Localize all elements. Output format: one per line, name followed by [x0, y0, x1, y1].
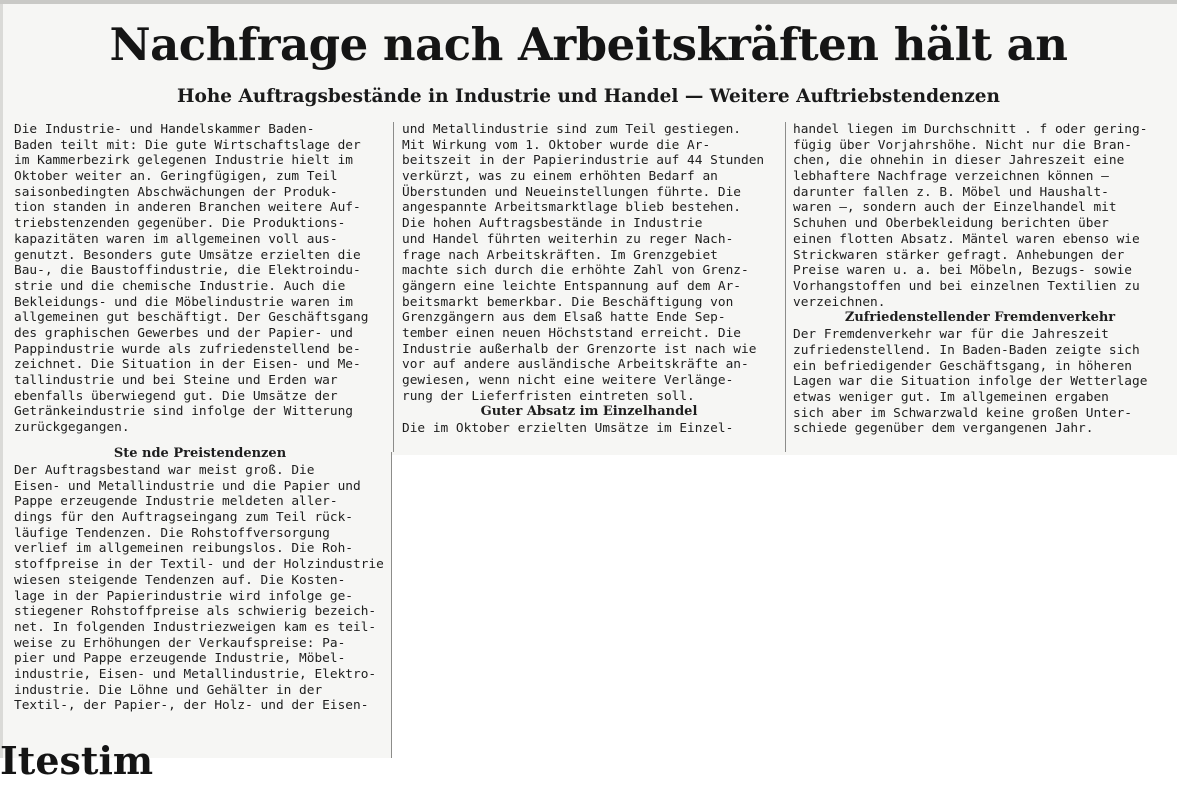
- column-subheading: Ste nde Preistendenzen: [113, 446, 287, 461]
- text-line: zeichnet. Die Situation in der Eisen- und Me-: [14, 357, 361, 373]
- article-column-1: [14, 122, 386, 436]
- text-line: angespannte Arbeitsmarktlage blieb bestehen.: [402, 200, 741, 216]
- text-line: beitsmarkt bemerkbar. Die Beschäftigung von: [402, 294, 734, 310]
- text-line: Der Fremdenverkehr war für die Jahreszeit: [793, 327, 1109, 343]
- text-line: pier und Pappe erzeugende Industrie, Möbel-: [14, 651, 346, 667]
- column-subheading: Guter Absatz im Einzelhandel: [480, 404, 698, 420]
- text-line: waren —, sondern auch der Einzelhandel mit: [793, 200, 1117, 216]
- text-line: zufriedenstellend. In Baden-Baden zeigte sich: [793, 342, 1140, 358]
- text-line: frage nach Arbeitskräften. Im Grenzgebiet: [402, 247, 718, 263]
- article-column-2: [402, 122, 776, 437]
- text-line: etwas weniger gut. Im allgemeinen ergaben: [793, 390, 1109, 405]
- text-line: und Metallindustrie sind zum Teil gestiegen.: [402, 122, 741, 137]
- text-line: fügig über Vorjahrshöhe. Nicht nur die Bran-: [793, 137, 1132, 153]
- text-line: und Handel führten weiterhin zu reger Nach-: [402, 231, 734, 247]
- text-line: industrie, Eisen- und Metallindustrie, Elektro-: [14, 666, 377, 682]
- blank-area: [392, 455, 1177, 758]
- text-line: stiegener Rohstoffpreise als schwierig bezeich-: [14, 604, 377, 620]
- text-line: gängern eine leichte Entspannung auf dem Ar-: [402, 278, 741, 294]
- text-line: rung der Lieferfristen eintreten soll.: [402, 388, 695, 404]
- text-line: gewiesen, wenn nicht eine weitere Verlänge-: [402, 373, 734, 388]
- text-line: Oktober weiter an. Geringfügigen, zum Teil: [14, 169, 338, 185]
- text-line: Die Industrie- und Handelskammer Baden-: [14, 122, 315, 137]
- text-line: weise zu Erhöhungen der Verkaufspreise: Pa-: [14, 635, 346, 651]
- text-line: Bau-, die Baustoffindustrie, die Elektroindu-: [14, 263, 361, 279]
- text-line: ebenfalls überwiegend gut. Die Umsätze der: [14, 388, 338, 404]
- text-line: verzeichnen.: [793, 294, 886, 310]
- text-line: net. In folgenden Industriezweigen kam es teil-: [14, 619, 377, 635]
- text-line: Mit Wirkung vom 1. Oktober wurde die Ar-: [402, 137, 711, 153]
- column-divider: [393, 122, 394, 452]
- text-line: Grenzgängern aus dem Elsaß hatte Ende Sep-: [402, 310, 726, 326]
- text-line: wiesen steigende Tendenzen auf. Die Kosten-: [14, 572, 346, 588]
- text-line: handel liegen im Durchschnitt . f oder gering-: [793, 122, 1148, 137]
- text-line: Strickwaren stärker gefragt. Anhebungen der: [793, 247, 1125, 263]
- article-column-3: [793, 122, 1167, 437]
- text-line: im Kammerbezirk gelegenen Industrie hielt im: [14, 153, 353, 169]
- text-line: Eisen- und Metallindustrie und die Papier und: [14, 478, 361, 494]
- text-line: Industrie außerhalb der Grenzorte ist nach wie: [402, 341, 757, 357]
- text-line: saisonbedingten Abschwächungen der Produk-: [14, 184, 338, 200]
- column-subheading: Zufriedenstellender Fremdenverkehr: [844, 310, 1116, 326]
- text-line: lage in der Papierindustrie wird infolge ge-: [14, 588, 353, 604]
- text-line: triebstenzenden gegenüber. Die Produktions-: [14, 216, 346, 232]
- text-line: Textil-, der Papier-, der Holz- und der Eisen-: [14, 698, 369, 714]
- text-line: strie und die chemische Industrie. Auch die: [14, 278, 346, 294]
- text-line: Schuhen und Oberbekleidung berichten über: [793, 216, 1109, 232]
- top-rule: [0, 0, 1177, 4]
- article-subheadline: Hohe Auftragsbestände in Industrie und Handel — Weitere Auftriebstendenzen: [177, 86, 1000, 107]
- text-line: Der Auftragsbestand war meist groß. Die: [14, 463, 315, 478]
- text-line: dings für den Auftragseingang zum Teil rück-: [14, 510, 353, 526]
- text-line: Pappindustrie wurde als zufriedenstellend be-: [14, 341, 361, 357]
- text-line: tember einen neuen Höchststand erreicht. Die: [402, 325, 741, 341]
- text-line: Getränkeindustrie sind infolge der Witterung: [14, 404, 353, 420]
- text-line: schiede gegenüber dem vergangenen Jahr.: [793, 421, 1094, 437]
- text-line: kapazitäten waren im allgemeinen voll aus-: [14, 231, 338, 247]
- text-line: stoffpreise in der Textil- und der Holzindustrie: [14, 557, 384, 573]
- article-column-1-continued: [14, 446, 386, 714]
- text-line: verkürzt, was zu einem erhöhten Bedarf an: [402, 169, 718, 185]
- text-line: läufige Tendenzen. Die Rohstoffversorgung: [14, 525, 330, 541]
- text-line: des graphischen Gewerbes und der Papier- und: [14, 325, 353, 341]
- text-line: Die hohen Auftragsbestände in Industrie: [402, 216, 703, 232]
- text-line: Pappe erzeugende Industrie meldeten aller-: [14, 494, 338, 510]
- text-line: Preise waren u. a. bei Möbeln, Bezugs- sowie: [793, 263, 1132, 279]
- text-line: chen, die ohnehin in dieser Jahreszeit eine: [793, 153, 1125, 169]
- text-line: lebhaftere Nachfrage verzeichnen können —: [793, 169, 1109, 185]
- article-headline: Nachfrage nach Arbeitskräften hält an: [109, 18, 1068, 71]
- text-line: darunter fallen z. B. Möbel und Haushalt-: [793, 184, 1109, 200]
- text-line: vor auf andere ausländische Arbeitskräfte an-: [402, 357, 749, 373]
- text-line: verlief im allgemeinen reibungslos. Die Roh-: [14, 541, 353, 557]
- next-article-headline-fragment: Itestim: [0, 738, 154, 783]
- text-line: tion standen in anderen Branchen weitere Auf-: [14, 200, 361, 216]
- text-line: ein befriedigender Geschäftsgang, in höheren: [793, 358, 1132, 374]
- text-line: Bekleidungs- und die Möbelindustrie waren im: [14, 294, 353, 310]
- text-line: Baden teilt mit: Die gute Wirtschaftslage der: [14, 137, 361, 153]
- text-line: industrie. Die Löhne und Gehälter in der: [14, 682, 323, 698]
- text-line: sich aber im Schwarzwald keine großen Unter-: [793, 405, 1132, 421]
- column-divider: [785, 122, 786, 452]
- text-line: Vorhangstoffen und bei einzelnen Textilien zu: [793, 278, 1140, 294]
- text-line: genutzt. Besonders gute Umsätze erzielten die: [14, 247, 361, 263]
- text-line: beitszeit in der Papierindustrie auf 44 Stunden: [402, 153, 765, 169]
- text-line: machte sich durch die erhöhte Zahl von Grenz-: [402, 263, 749, 279]
- scan-edge: [0, 0, 3, 758]
- text-line: Lagen war die Situation infolge der Wetterlage: [793, 374, 1148, 390]
- text-line: einen flotten Absatz. Mäntel waren ebenso wie: [793, 231, 1140, 247]
- text-line: Die im Oktober erzielten Umsätze im Einzel-: [402, 421, 734, 437]
- text-line: Überstunden und Neueinstellungen führte. Die: [402, 184, 741, 200]
- text-line: zurückgegangen.: [14, 420, 130, 436]
- text-line: tallindustrie und bei Steine und Erden war: [14, 373, 338, 388]
- text-line: allgemeinen gut beschäftigt. Der Geschäftsgang: [14, 310, 369, 326]
